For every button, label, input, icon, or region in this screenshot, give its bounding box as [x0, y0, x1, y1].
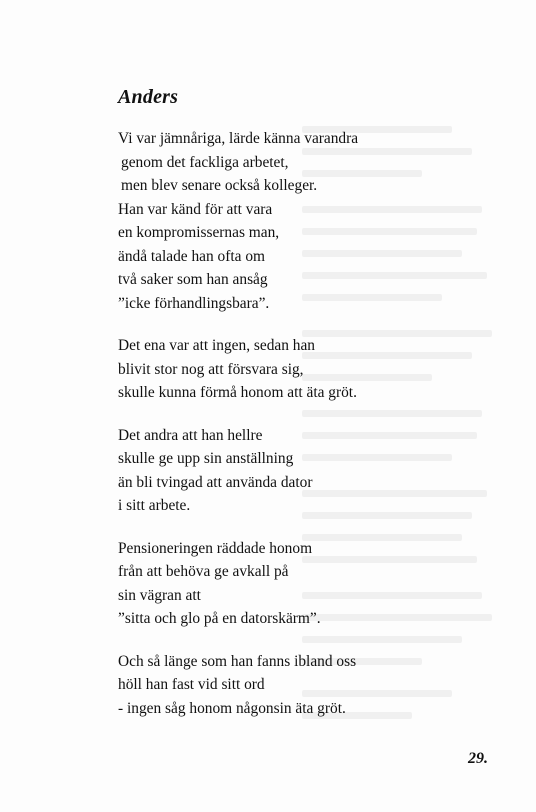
bleed-heading-shape: [302, 88, 306, 108]
poem-line: sin vägran att: [118, 586, 201, 604]
poem-line: Det andra att han hellre: [118, 426, 263, 444]
poem-line: höll han fast vid sitt ord: [118, 676, 265, 693]
poem-stanza-1: [118, 127, 418, 315]
poem-stanza-5: [118, 650, 418, 721]
poem-line: skulle ge upp sin anställning: [118, 450, 294, 467]
poem-line: än bli tvingad att använda dator: [118, 473, 313, 491]
poem-line: ”sitta och glo på en datorskärm”.: [118, 610, 321, 627]
poem-stanza-2: [118, 334, 418, 405]
poem-line: Vi var jämnåriga, lärde känna varandra: [118, 130, 359, 147]
poem-line: Och så länge som han fanns ibland oss: [118, 652, 357, 670]
poem-line: en kompromissernas man,: [118, 224, 280, 241]
poem-line: från att behöva ge avkall på: [118, 563, 289, 580]
page-number: 29.: [468, 750, 488, 767]
poem-line: Det ena var att ingen, sedan han: [118, 337, 316, 354]
poem-line: två saker som han ansåg: [118, 271, 268, 288]
poem-line: ”icke förhandlingsbara”.: [118, 294, 270, 312]
poem-stanza-3: [118, 424, 418, 518]
poem-line: Pensioneringen räddade honom: [118, 539, 313, 557]
poem-title: Anders: [118, 86, 179, 108]
poem-line: i sitt arbete.: [118, 497, 191, 514]
poem-line: Han var känd för att vara: [118, 200, 273, 218]
poem-line: skulle kunna förmå honom att äta gröt.: [118, 384, 357, 401]
poem-line: genom det fackliga arbetet,: [121, 153, 289, 171]
poem-body: [118, 127, 418, 739]
poem-line: men blev senare också kolleger.: [121, 177, 318, 194]
poem-stanza-4: [118, 537, 418, 631]
poem-line: ändå talade han ofta om: [118, 247, 266, 265]
poem-line: blivit stor nog att försvara sig,: [118, 360, 304, 378]
poem-line: - ingen såg honom någonsin äta gröt.: [118, 699, 346, 717]
